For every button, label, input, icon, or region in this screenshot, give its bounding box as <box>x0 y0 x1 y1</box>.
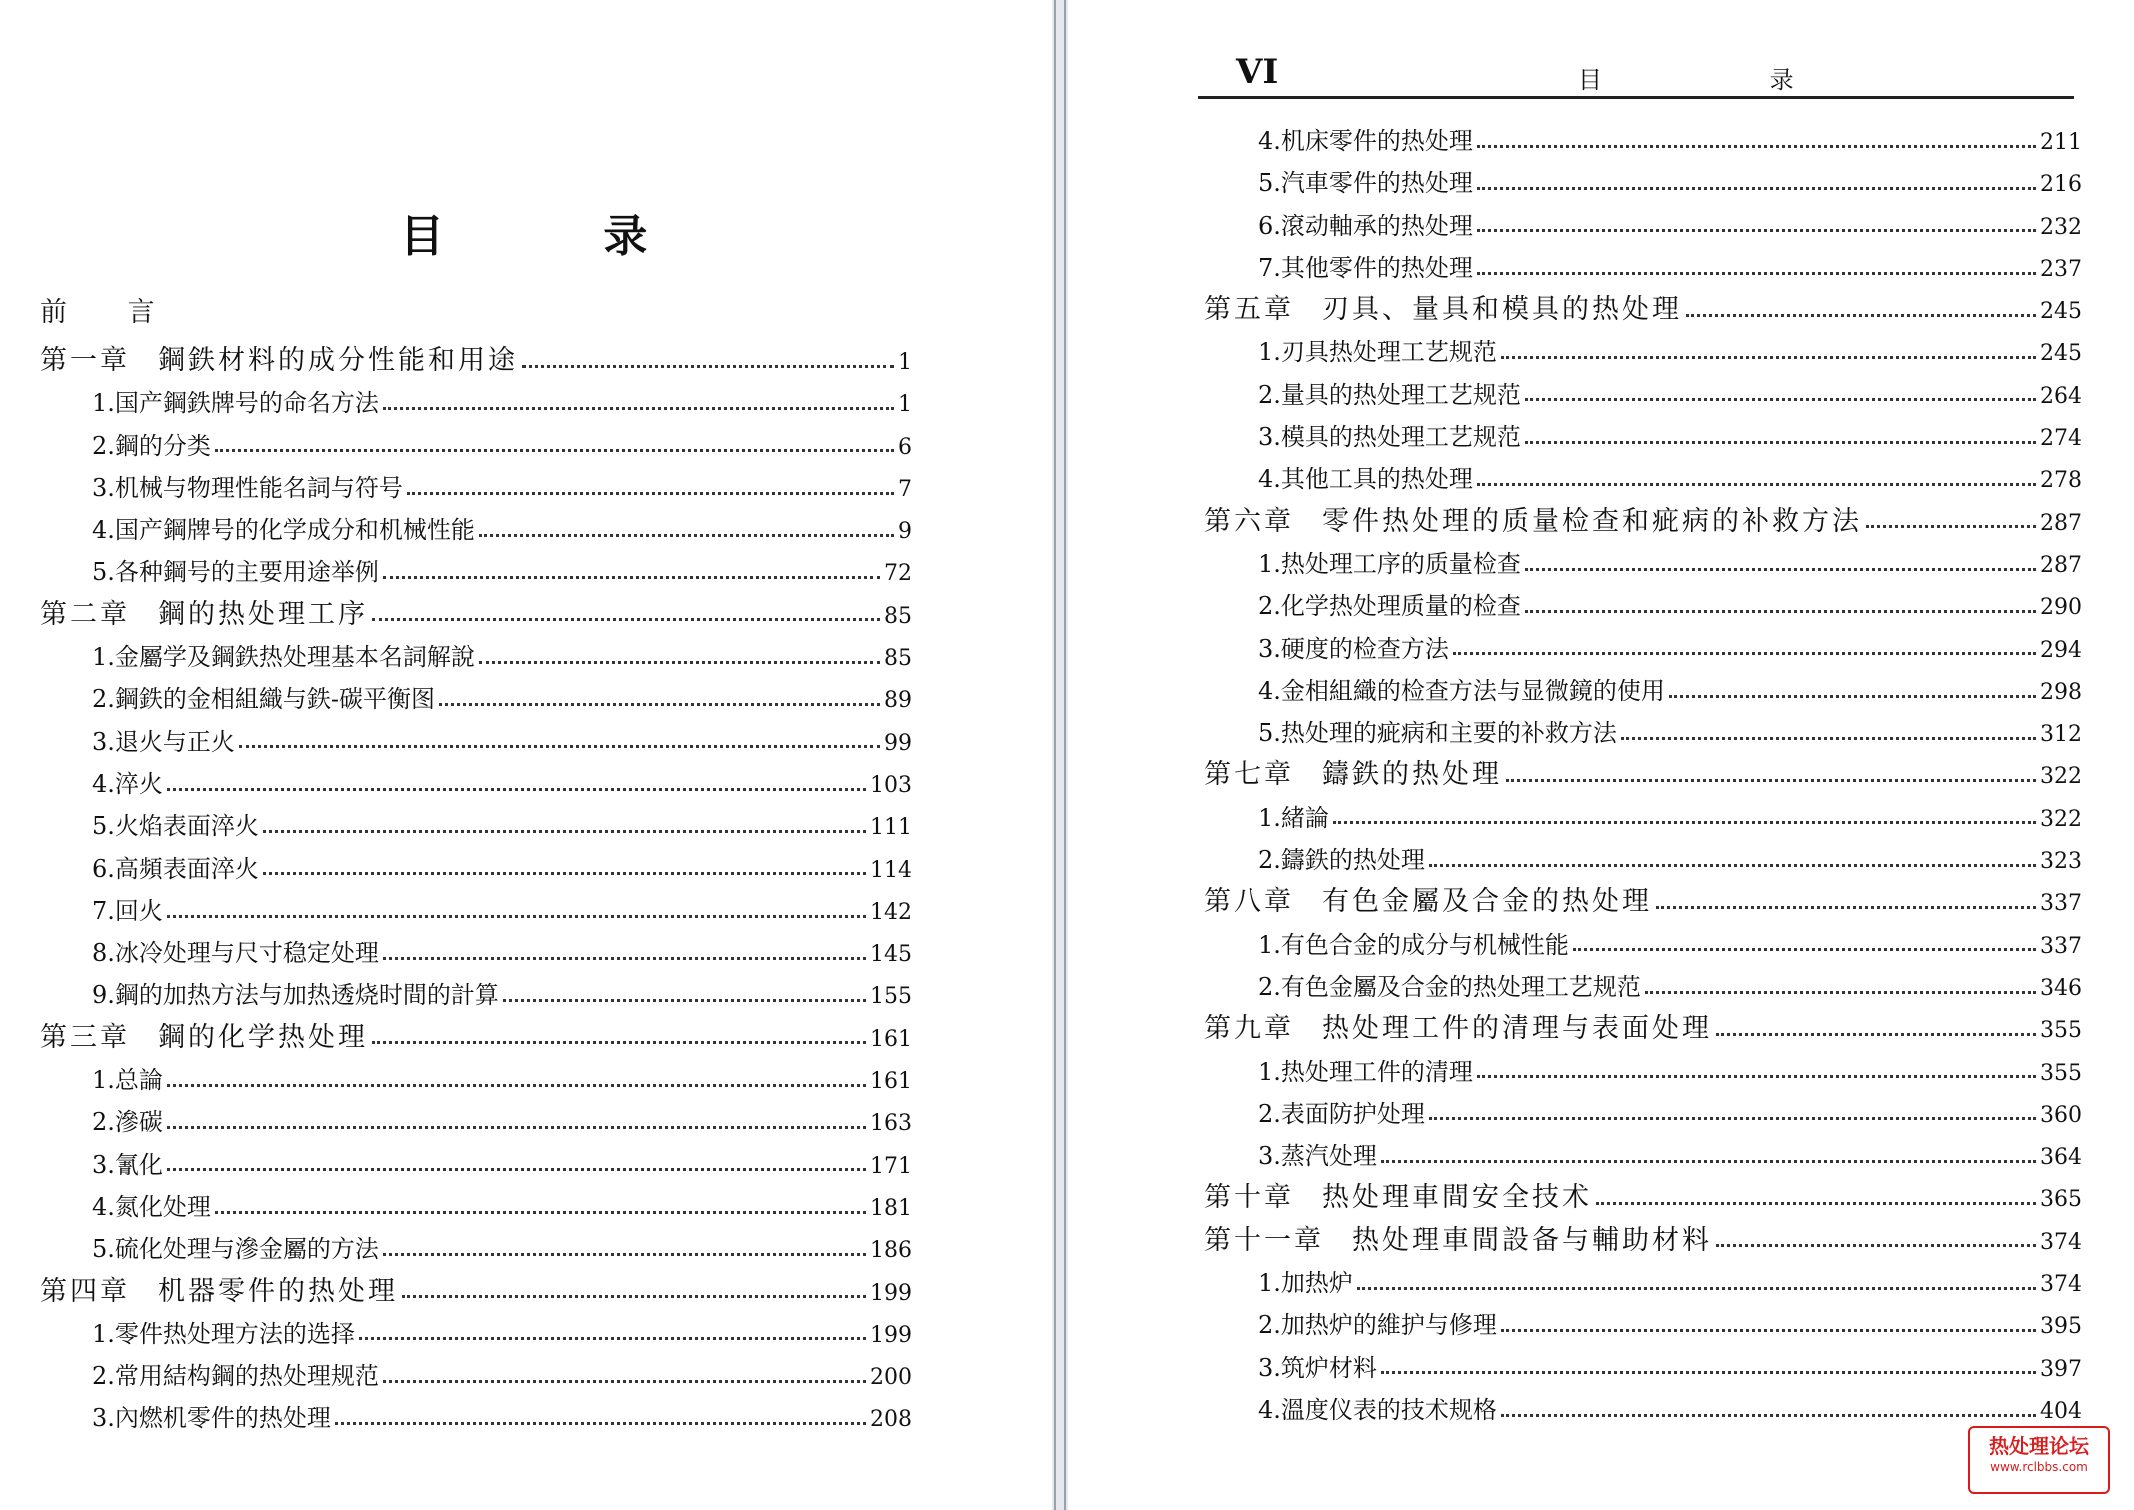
section-title: 4.氮化处理 <box>92 1192 211 1221</box>
dot-leader <box>383 1253 866 1256</box>
page-number: 142 <box>870 899 912 925</box>
section-title: 1.金屬学及鋼鉄热处理基本名詞解說 <box>92 643 475 672</box>
section-title: 3.退火与正火 <box>92 727 235 756</box>
section-title: 3.內燃机零件的热处理 <box>92 1404 331 1433</box>
toc-section-row <box>1068 1051 2134 1093</box>
section-title: 2.滲碳 <box>92 1108 163 1137</box>
toc-section-row <box>1068 1304 2134 1346</box>
toc-section-row <box>0 1397 1052 1439</box>
section-title: 3.硬度的检查方法 <box>1258 634 1449 663</box>
section-title: 2.表面防护处理 <box>1258 1099 1425 1128</box>
toc-section-row <box>0 1186 1052 1228</box>
toc-section-row <box>1068 797 2134 839</box>
page-number: 114 <box>870 857 912 883</box>
dot-leader <box>1525 398 2036 401</box>
page-number: 199 <box>870 1280 912 1306</box>
dot-leader <box>1645 991 2036 994</box>
running-head-title: 目 录 <box>1578 66 1874 94</box>
dot-leader <box>1525 610 2036 613</box>
section-title: 7.回火 <box>92 896 163 925</box>
page-number: 171 <box>870 1153 912 1179</box>
page-number: 245 <box>2040 341 2082 367</box>
page-number: 186 <box>870 1238 912 1264</box>
page-number: 1 <box>898 350 912 375</box>
chapter-number: 第九章 <box>1204 1013 1294 1045</box>
page-number: 161 <box>870 1026 912 1052</box>
page-number: 322 <box>2040 764 2082 790</box>
right-page <box>1068 0 2134 1510</box>
page-number: 181 <box>870 1195 912 1221</box>
dot-leader <box>1501 1414 2036 1417</box>
chapter-title: 热处理車間設备与輔助材料 <box>1352 1224 1712 1256</box>
chapter-number: 第二章 <box>40 598 130 630</box>
dot-leader <box>263 830 866 833</box>
toc-section-row <box>1068 924 2134 966</box>
section-title: 4.淬火 <box>92 769 163 798</box>
preface-entry: 前 言 <box>40 297 181 328</box>
page-number: 374 <box>2040 1229 2082 1255</box>
page-number: 6 <box>898 434 912 460</box>
dot-leader <box>1596 1202 2036 1205</box>
page-number: 232 <box>2040 214 2082 240</box>
dot-leader <box>167 1084 866 1087</box>
dot-leader <box>402 1295 866 1298</box>
dot-leader <box>1501 356 2036 359</box>
section-title: 2.鑄鉄的热处理 <box>1258 846 1425 875</box>
toc-section-row <box>1068 416 2134 458</box>
dot-leader <box>167 788 866 791</box>
dot-leader <box>383 407 894 410</box>
section-title: 1.刃具热处理工艺规范 <box>1258 338 1497 367</box>
toc-section-row <box>1068 712 2134 754</box>
toc-chapter-row <box>0 1271 1052 1313</box>
dot-leader <box>1669 695 2036 698</box>
dot-leader <box>503 999 866 1002</box>
page-number: 1 <box>898 392 912 418</box>
toc-section-row <box>1068 458 2134 500</box>
toc-chapter-row <box>1068 881 2134 923</box>
dot-leader <box>1357 1287 2036 1290</box>
dot-leader <box>1477 272 2036 275</box>
page-number: 355 <box>2040 1060 2082 1086</box>
dot-leader <box>479 534 894 537</box>
dot-leader <box>239 745 880 748</box>
page-number: 278 <box>2040 468 2082 494</box>
section-title: 6.高頻表面淬火 <box>92 854 259 883</box>
chapter-number: 第六章 <box>1204 505 1294 537</box>
section-title: 3.模具的热处理工艺规范 <box>1258 423 1521 452</box>
dot-leader <box>1525 568 2036 571</box>
section-title: 7.其他零件的热处理 <box>1258 253 1473 282</box>
toc-section-row <box>0 509 1052 551</box>
section-title: 1.加热炉 <box>1258 1269 1353 1298</box>
page-number: 208 <box>870 1407 912 1433</box>
toc-section-row <box>1068 120 2134 162</box>
dot-leader <box>167 1126 866 1129</box>
chapter-number: 第十一章 <box>1204 1224 1324 1256</box>
toc-section-row <box>0 763 1052 805</box>
toc-section-row <box>0 1313 1052 1355</box>
dot-leader <box>522 365 894 368</box>
page-number: 211 <box>2040 130 2082 155</box>
dot-leader <box>1477 1075 2036 1078</box>
section-title: 3.蒸汽处理 <box>1258 1142 1377 1171</box>
running-head <box>1068 52 2134 102</box>
page-number: 365 <box>2040 1187 2082 1213</box>
toc-title: 目 录 <box>400 211 720 262</box>
page-number: 360 <box>2040 1102 2082 1128</box>
toc-chapter-label <box>40 340 518 382</box>
header-rule <box>1198 96 2074 99</box>
page-number: 9 <box>898 519 912 545</box>
page-number: 337 <box>2040 891 2082 917</box>
toc-chapter-label <box>1204 754 1502 796</box>
page-number: 85 <box>884 646 912 672</box>
page-number: 397 <box>2040 1356 2082 1382</box>
dot-leader <box>215 449 894 452</box>
dot-leader <box>1866 525 2036 528</box>
toc-chapter-row <box>0 1017 1052 1059</box>
section-title: 4.金相組織的检查方法与显微鏡的使用 <box>1258 676 1665 705</box>
chapter-title: 鋼的热处理工序 <box>158 598 368 630</box>
section-title: 6.滾动軸承的热处理 <box>1258 211 1473 240</box>
dot-leader <box>335 1422 866 1425</box>
toc-chapter-label <box>1204 881 1652 923</box>
section-title: 1.有色合金的成分与机械性能 <box>1258 930 1569 959</box>
section-title: 4.溫度仪表的技术规格 <box>1258 1395 1497 1424</box>
page-number: 294 <box>2040 637 2082 663</box>
page-number: 72 <box>884 561 912 587</box>
toc-section-row <box>1068 839 2134 881</box>
section-title: 2.鋼的分类 <box>92 431 211 460</box>
dot-leader <box>372 1041 866 1044</box>
dot-leader <box>1477 187 2036 190</box>
toc-section-row <box>0 678 1052 720</box>
toc-section-row <box>0 1144 1052 1186</box>
dot-leader <box>1501 1329 2036 1332</box>
dot-leader <box>383 957 866 960</box>
dot-leader <box>1686 314 2036 317</box>
page-number: 323 <box>2040 849 2082 875</box>
toc-section-row <box>0 721 1052 763</box>
toc-chapter-row <box>0 594 1052 636</box>
toc-section-row <box>1068 1389 2134 1431</box>
chapter-number: 第十章 <box>1204 1182 1294 1214</box>
chapter-title: 机器零件的热处理 <box>158 1275 398 1307</box>
page-number: 395 <box>2040 1314 2082 1340</box>
chapter-number: 第八章 <box>1204 886 1294 918</box>
left-page <box>0 0 1052 1510</box>
page-folio: VI <box>1236 52 1279 92</box>
page-number: 404 <box>2040 1398 2082 1424</box>
toc-section-row <box>1068 628 2134 670</box>
toc-section-row <box>0 805 1052 847</box>
section-title: 4.国产鋼牌号的化学成分和机械性能 <box>92 516 475 545</box>
dot-leader <box>167 915 866 918</box>
dot-leader <box>383 1380 866 1383</box>
toc-section-row <box>1068 331 2134 373</box>
toc-section-row <box>0 974 1052 1016</box>
chapter-title: 鋼的化学热处理 <box>158 1021 368 1053</box>
page-number: 245 <box>2040 299 2082 325</box>
toc-section-row <box>1068 1347 2134 1389</box>
page-number: 161 <box>870 1069 912 1095</box>
section-title: 2.化学热处理质量的检查 <box>1258 592 1521 621</box>
page-number: 99 <box>884 730 912 756</box>
chapter-title: 热处理車間安全技术 <box>1322 1182 1592 1214</box>
dot-leader <box>215 1211 866 1214</box>
toc-section-row <box>1068 162 2134 204</box>
page-number: 364 <box>2040 1145 2082 1171</box>
toc-section-row <box>0 1101 1052 1143</box>
page-number: 312 <box>2040 722 2082 748</box>
toc-section-row <box>1068 670 2134 712</box>
toc-chapter-row <box>1068 289 2134 331</box>
section-title: 1.緒論 <box>1258 803 1329 832</box>
page-number: 145 <box>870 942 912 968</box>
section-title: 1.热处理工序的质量检查 <box>1258 549 1521 578</box>
toc-section-row <box>0 890 1052 932</box>
page-number: 111 <box>870 815 912 841</box>
page-number: 89 <box>884 688 912 714</box>
page-number: 200 <box>870 1365 912 1391</box>
toc-section-row <box>0 551 1052 593</box>
page-number: 298 <box>2040 679 2082 705</box>
chapter-title: 有色金屬及合金的热处理 <box>1322 886 1652 918</box>
chapter-number: 第五章 <box>1204 294 1294 326</box>
section-title: 3.机械与物理性能名詞与符号 <box>92 473 403 502</box>
toc-section-row <box>1068 1135 2134 1177</box>
section-title: 5.各种鋼号的主要用途举例 <box>92 558 379 587</box>
section-title: 2.鋼鉄的金相組織与鉄-碳平衡图 <box>92 685 436 714</box>
toc-section-row <box>0 382 1052 424</box>
toc-list-left <box>0 340 1052 1440</box>
toc-chapter-label <box>40 1017 368 1059</box>
section-title: 9.鋼的加热方法与加热透烧时間的計算 <box>92 981 499 1010</box>
chapter-title: 鑄鉄的热处理 <box>1322 759 1502 791</box>
chapter-title: 零件热处理的质量检查和疵病的补救方法 <box>1322 505 1862 537</box>
toc-chapter-row <box>1068 1177 2134 1219</box>
dot-leader <box>167 1168 866 1171</box>
forum-watermark-stamp <box>1968 1426 2110 1494</box>
section-title: 1.总論 <box>92 1066 163 1095</box>
page-number: 85 <box>884 603 912 629</box>
toc-chapter-label <box>1204 1008 1712 1050</box>
page-number: 374 <box>2040 1272 2082 1298</box>
toc-chapter-label <box>40 594 368 636</box>
dot-leader <box>1381 1160 2036 1163</box>
dot-leader <box>1477 229 2036 232</box>
section-title: 5.汽車零件的热处理 <box>1258 169 1473 198</box>
toc-section-row <box>0 1228 1052 1270</box>
dot-leader <box>1381 1371 2036 1374</box>
toc-chapter-label <box>40 1271 398 1313</box>
page-number: 237 <box>2040 256 2082 282</box>
page-number: 337 <box>2040 933 2082 959</box>
book-gutter <box>1052 0 1068 1510</box>
chapter-title: 鋼鉄材料的成分性能和用途 <box>158 345 518 376</box>
section-title: 1.国产鋼鉄牌号的命名方法 <box>92 389 379 418</box>
toc-section-row <box>1068 1093 2134 1135</box>
chapter-title: 刃具、量具和模具的热处理 <box>1322 294 1682 326</box>
dot-leader <box>479 661 880 664</box>
section-title: 1.热处理工件的清理 <box>1258 1057 1473 1086</box>
toc-list-right <box>1068 120 2134 1431</box>
dot-leader <box>263 872 866 875</box>
toc-chapter-row <box>1068 501 2134 543</box>
section-title: 2.加热炉的維护与修理 <box>1258 1311 1497 1340</box>
toc-chapter-row <box>1068 754 2134 796</box>
page-number: 155 <box>870 984 912 1010</box>
dot-leader <box>1573 948 2036 951</box>
dot-leader <box>1716 1033 2036 1036</box>
page-number: 274 <box>2040 426 2082 452</box>
page-number: 287 <box>2040 552 2082 578</box>
page-number: 322 <box>2040 806 2082 832</box>
toc-section-row <box>0 467 1052 509</box>
page-number: 264 <box>2040 383 2082 409</box>
chapter-number: 第七章 <box>1204 759 1294 791</box>
toc-section-row <box>0 932 1052 974</box>
section-title: 5.热处理的疵病和主要的补救方法 <box>1258 719 1617 748</box>
section-title: 8.冰冷处理与尺寸稳定处理 <box>92 939 379 968</box>
dot-leader <box>407 492 894 495</box>
dot-leader <box>1621 737 2036 740</box>
dot-leader <box>1525 441 2036 444</box>
toc-section-row <box>1068 247 2134 289</box>
toc-chapter-label <box>1204 1177 1592 1219</box>
toc-chapter-row <box>1068 1008 2134 1050</box>
chapter-title: 热处理工件的清理与表面处理 <box>1322 1013 1712 1045</box>
page-number: 163 <box>870 1111 912 1137</box>
toc-section-row <box>0 848 1052 890</box>
toc-section-row <box>1068 1262 2134 1304</box>
toc-section-row <box>1068 966 2134 1008</box>
section-title: 5.硫化处理与滲金屬的方法 <box>92 1235 379 1264</box>
toc-section-row <box>0 1059 1052 1101</box>
dot-leader <box>439 703 880 706</box>
section-title: 2.有色金屬及合金的热处理工艺规范 <box>1258 972 1641 1001</box>
page-number: 7 <box>898 476 912 502</box>
dot-leader <box>383 576 880 579</box>
toc-chapter-label <box>1204 501 1862 543</box>
page-number: 216 <box>2040 172 2082 198</box>
section-title: 5.火焰表面淬火 <box>92 812 259 841</box>
dot-leader <box>1506 779 2036 782</box>
toc-section-row <box>1068 585 2134 627</box>
dot-leader <box>1429 1117 2036 1120</box>
stamp-line2: www.rclbbs.com <box>1990 1460 2088 1474</box>
toc-section-row <box>0 1355 1052 1397</box>
toc-section-row <box>0 636 1052 678</box>
toc-section-row <box>1068 374 2134 416</box>
dot-leader <box>359 1337 866 1340</box>
toc-chapter-label <box>1204 1220 1712 1262</box>
section-title: 4.机床零件的热处理 <box>1258 127 1473 155</box>
dot-leader <box>1477 145 2036 148</box>
stamp-line1: 热处理论坛 <box>1989 1434 2089 1458</box>
toc-chapter-row <box>0 340 1052 382</box>
dot-leader <box>1453 652 2036 655</box>
page-number: 103 <box>870 772 912 798</box>
toc-chapter-row <box>1068 1220 2134 1262</box>
toc-section-row <box>1068 543 2134 585</box>
section-title: 2.常用結构鋼的热处理规范 <box>92 1362 379 1391</box>
dot-leader <box>372 618 880 621</box>
page-number: 199 <box>870 1322 912 1348</box>
dot-leader <box>1656 906 2036 909</box>
page-number: 287 <box>2040 510 2082 536</box>
section-title: 2.量具的热处理工艺规范 <box>1258 380 1521 409</box>
section-title: 3.氰化 <box>92 1150 163 1179</box>
page-number: 290 <box>2040 595 2082 621</box>
chapter-number: 第一章 <box>40 345 130 376</box>
page-number: 355 <box>2040 1018 2082 1044</box>
dot-leader <box>1716 1244 2036 1247</box>
section-title: 1.零件热处理方法的选择 <box>92 1319 355 1348</box>
section-title: 4.其他工具的热处理 <box>1258 465 1473 494</box>
section-title: 3.筑炉材料 <box>1258 1353 1377 1382</box>
toc-chapter-label <box>1204 289 1682 331</box>
dot-leader <box>1333 821 2036 824</box>
dot-leader <box>1429 864 2036 867</box>
chapter-number: 第四章 <box>40 1275 130 1307</box>
toc-section-row <box>0 425 1052 467</box>
toc-section-row <box>1068 205 2134 247</box>
page-number: 346 <box>2040 975 2082 1001</box>
dot-leader <box>1477 483 2036 486</box>
chapter-number: 第三章 <box>40 1021 130 1053</box>
